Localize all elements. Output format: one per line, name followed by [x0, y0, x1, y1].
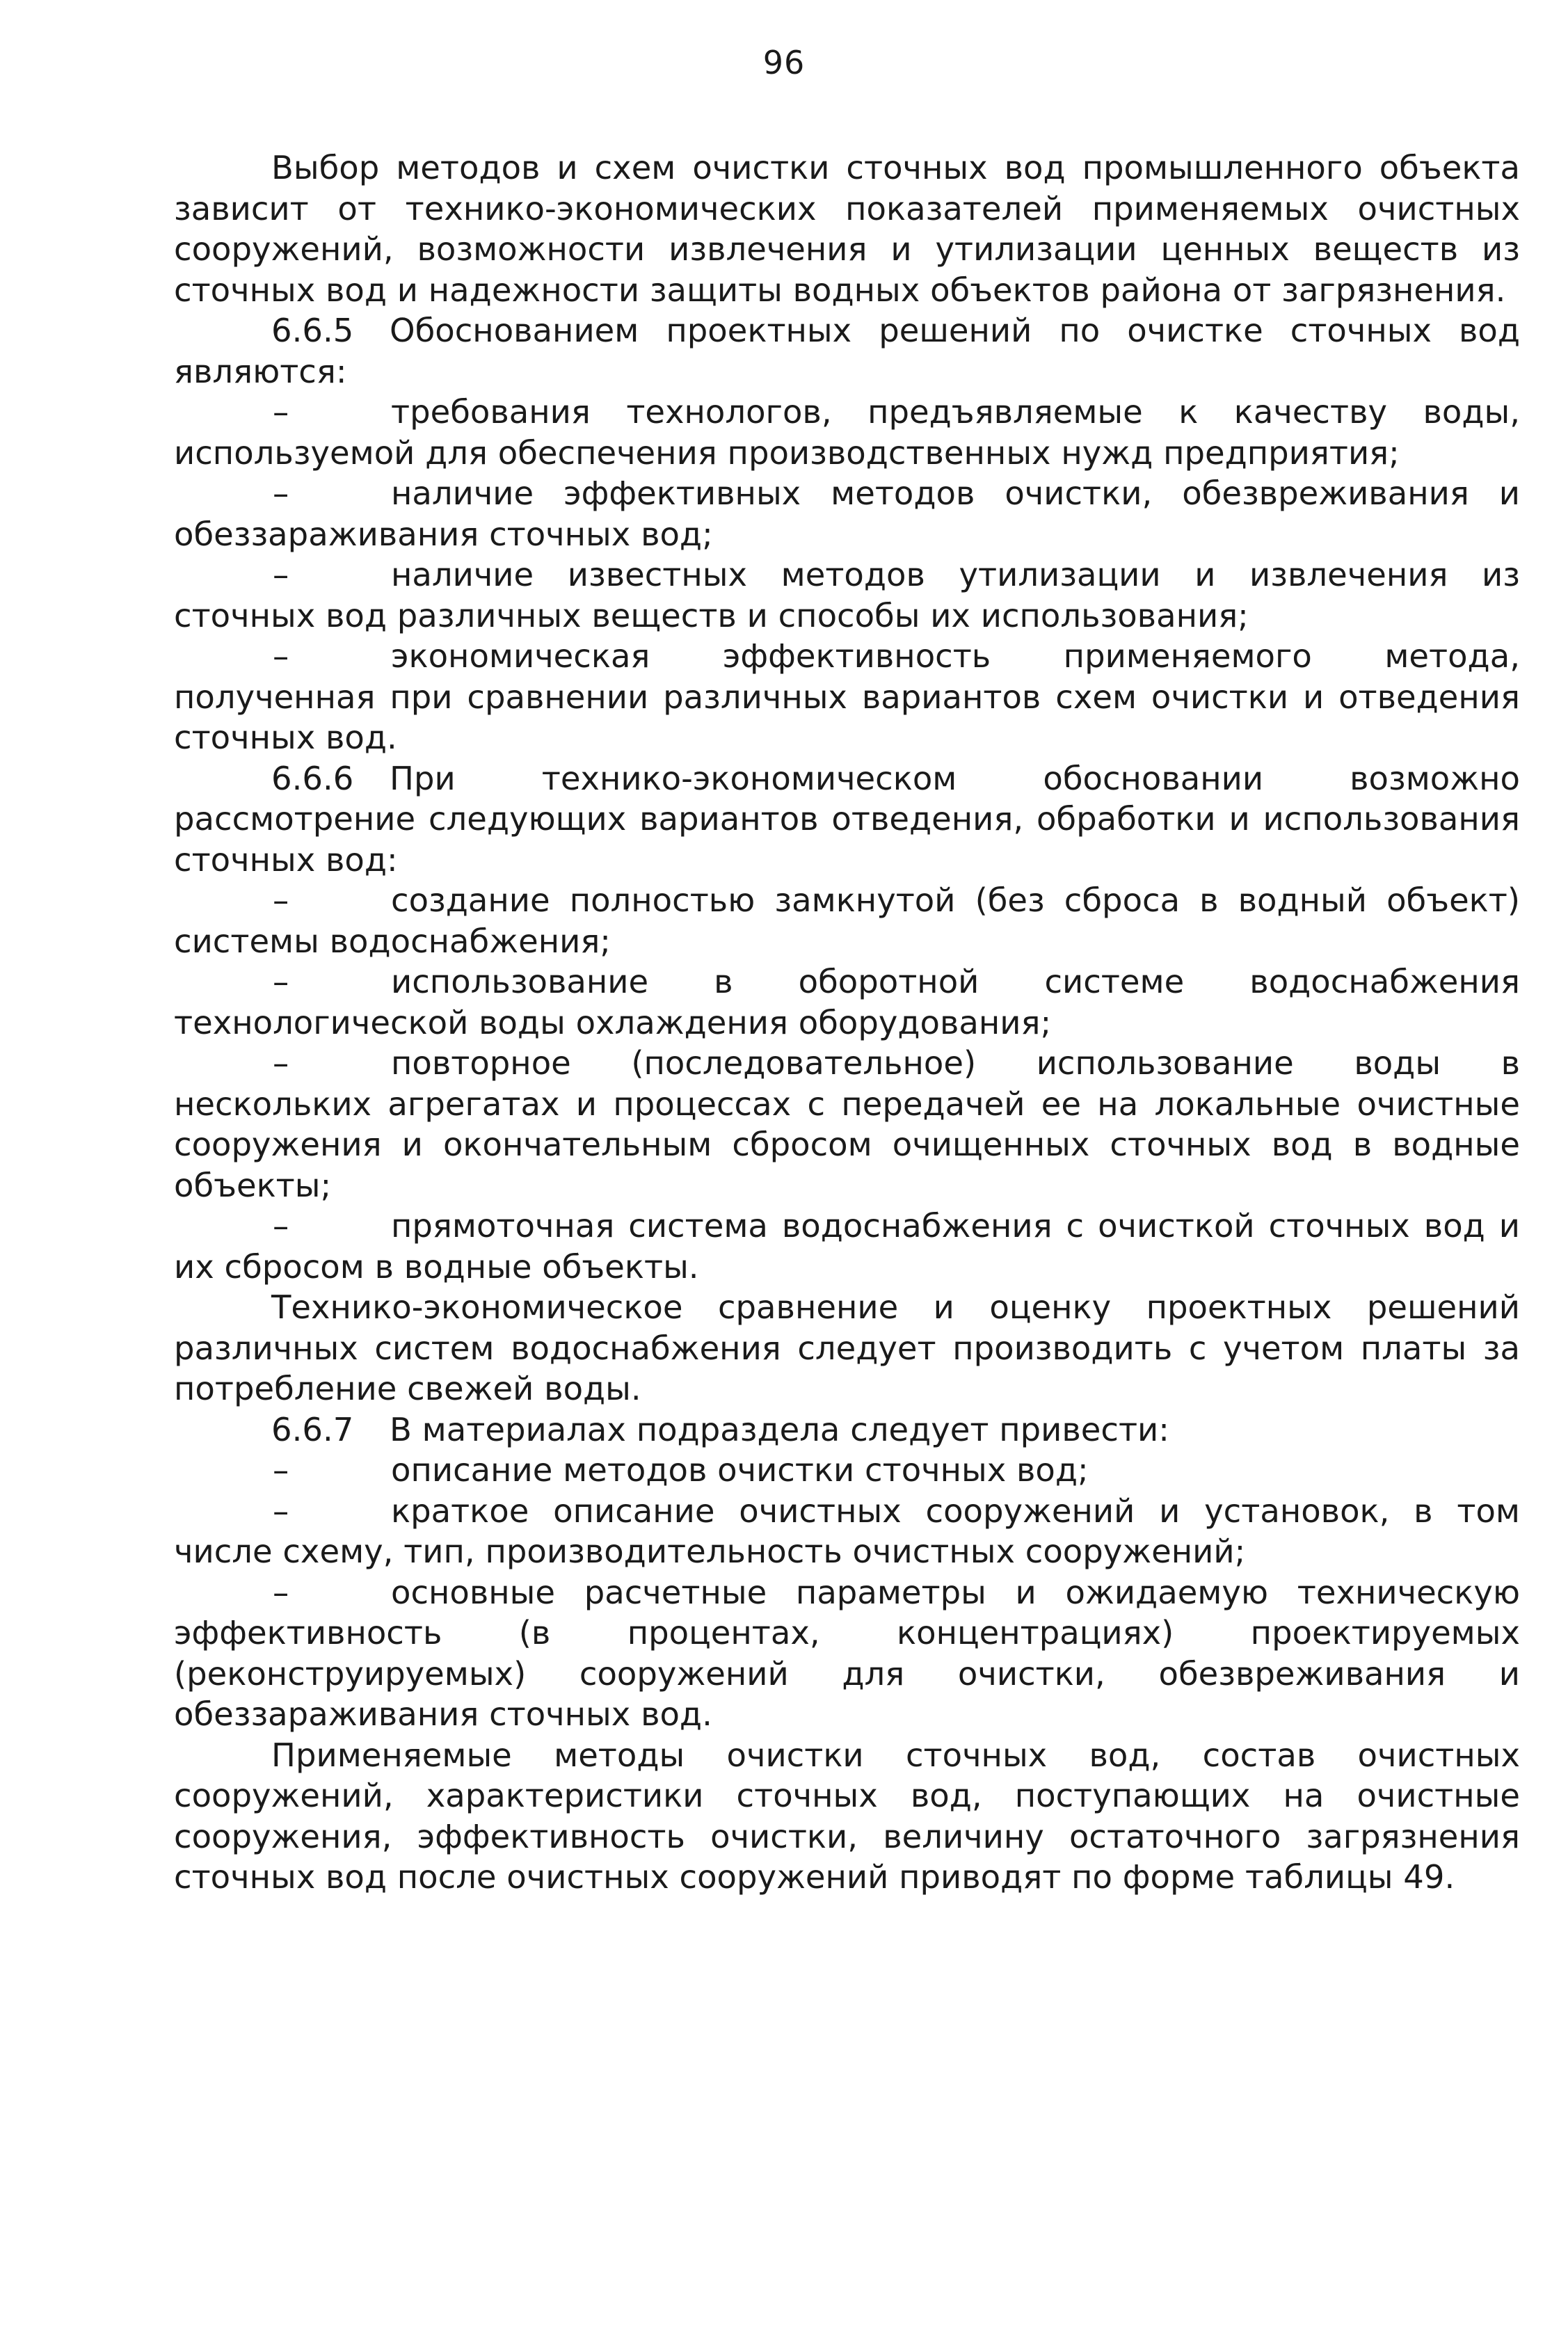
dash-marker: –: [273, 1492, 289, 1530]
dash-marker: –: [273, 1451, 289, 1489]
paragraph: Выбор методов и схем очистки сточных вод промышленного объекта зависит от технико-экономических показателей применяемых очистных сооружений, возможности извлечения и утилизации ценных веществ из сточных вод и надежности защиты водных объектов района от загрязнения.: [174, 149, 1520, 309]
body-text: [174, 147, 1520, 1898]
list-item: – прямоточная система водоснабжения с очисткой сточных вод и их сбросом в водные объекты.: [174, 1207, 1520, 1286]
list-item: – основные расчетные параметры и ожидаемую техническую эффективность (в процентах, концентрациях) проектируемых (реконструируемых) сооружений для очистки, обезвреживания и обеззараживания сточных вод.: [174, 1573, 1520, 1733]
list-item: – использование в оборотной системе водоснабжения технологической воды охлаждения оборудования;: [174, 963, 1520, 1041]
paragraph: Применяемые методы очистки сточных вод, состав очистных сооружений, характеристики сточных вод, поступающих на очистные сооружения, эффективность очистки, величину остаточного загрязнения сточных вод после очистных сооружений приводят по форме таблицы 49.: [174, 1736, 1520, 1896]
dash-marker: –: [273, 963, 289, 1000]
page-number: 96: [762, 44, 806, 81]
numbered-paragraph: 6.6.7 В материалах подраздела следует привести:: [174, 1409, 1520, 1450]
dash-marker: –: [273, 637, 289, 675]
dash-marker: –: [273, 1207, 289, 1245]
dash-marker: –: [273, 474, 289, 512]
paragraph: Технико-экономическое сравнение и оценку проектных решений различных систем водоснабжения следует производить с учетом платы за потребление свежей воды.: [174, 1288, 1520, 1407]
dash-marker: –: [273, 556, 289, 593]
list-item: – создание полностью замкнутой (без сброса в водный объект) системы водоснабжения;: [174, 881, 1520, 960]
dash-marker: –: [273, 881, 289, 919]
section-number: 6.6.7: [271, 1410, 354, 1448]
numbered-paragraph: 6.6.5 Обоснованием проектных решений по очистке сточных вод являются:: [174, 312, 1520, 390]
list-item: – наличие известных методов утилизации и извлечения из сточных вод различных веществ и способы их использования;: [174, 556, 1520, 634]
section-number: 6.6.5: [271, 312, 354, 349]
numbered-paragraph: 6.6.6 При технико-экономическом обосновании возможно рассмотрение следующих вариантов отведения, обработки и использования сточных вод:: [174, 759, 1520, 879]
list-item: – повторное (последовательное) использование воды в нескольких агрегатах и процессах с передачей ее на локальные очистные сооружения и окончательным сбросом очищенных сточных вод в водные объекты;: [174, 1044, 1520, 1204]
dash-marker: –: [273, 1044, 289, 1082]
list-item: – требования технологов, предъявляемые к качеству воды, используемой для обеспечения производственных нужд предприятия;: [174, 393, 1520, 472]
list-item: – описание методов очистки сточных вод;: [174, 1450, 1520, 1491]
dash-marker: –: [273, 393, 289, 431]
list-item: – краткое описание очистных сооружений и установок, в том числе схему, тип, производительность очистных сооружений;: [174, 1492, 1520, 1570]
dash-marker: –: [273, 1573, 289, 1611]
section-number: 6.6.6: [271, 759, 354, 797]
list-item: – экономическая эффективность применяемого метода, полученная при сравнении различных вариантов схем очистки и отведения сточных вод.: [174, 637, 1520, 756]
list-item: – наличие эффективных методов очистки, обезвреживания и обеззараживания сточных вод;: [174, 474, 1520, 553]
